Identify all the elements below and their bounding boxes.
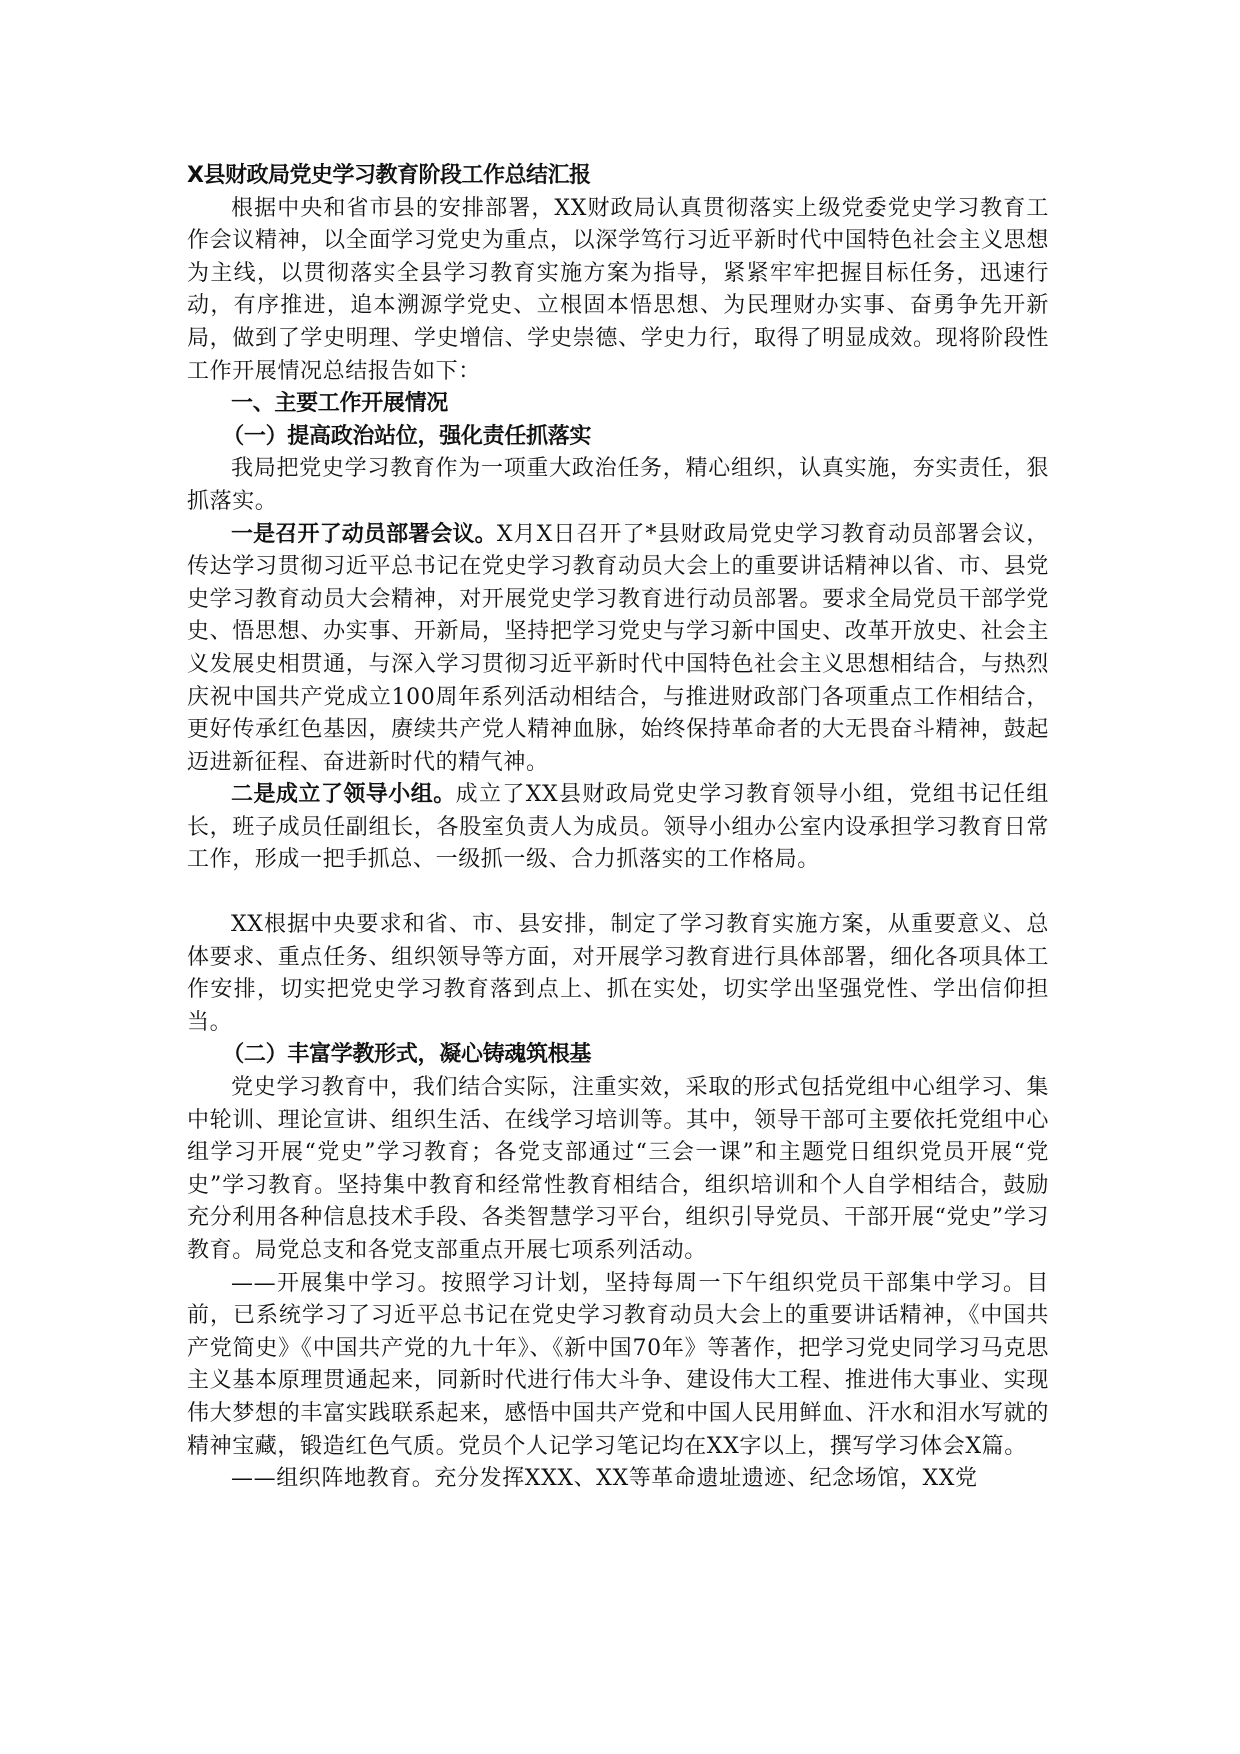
plan-paragraph: XX根据中央要求和省、市、县安排，制定了学习教育实施方案，从重要意义、总体要求、重点任务、组织领导等方面，对开展学习教育进行具体部署，细化各项具体工作安排，切实把党史学习教育落到点上、抓在实处，切实学出坚强党性、学出信仰担当。 — [187, 912, 1049, 1035]
intro-paragraph: 根据中央和省市县的安排部署，XX财政局认真贯彻落实上级党委党史学习教育工作会议精神，以全面学习党史为重点，以深学笃行习近平新时代中国特色社会主义思想为主线，以贯彻落实全县学习教育实施方案为指导，紧紧牢牢把握目标任务，迅速行动，有序推进，追本溯源学党史、立根固本悟思想、为民理财办实事、奋勇争先开新局，做到了学史明理、学史增信、学史崇德、学史力行，取得了明显成效。现将阶段性工作开展情况总结报告如下： — [187, 195, 1049, 384]
subsection-1-intro: 我局把党史学习教育作为一项重大政治任务，精心组织，认真实施，夯实责任，狠抓落实。 — [187, 456, 1049, 514]
activity-2-paragraph: ——组织阵地教育。充分发挥XXX、XX等革命遗址遗迹、纪念场馆，XX党 — [231, 1466, 978, 1492]
blank-line — [187, 877, 1049, 909]
subsection-heading-2: （二）丰富学教形式，凝心铸魂筑根基 — [222, 1042, 592, 1068]
item-1-lead: 一是召开了动员部署会议。 — [231, 521, 497, 547]
item-2-lead: 二是成立了领导小组。 — [231, 782, 456, 808]
subsection-2-intro: 党史学习教育中，我们结合实际，注重实效，采取的形式包括党组中心组学习、集中轮训、理论宣讲、组织生活、在线学习培训等。其中，领导干部可主要依托党组中心组学习开展“党史”学习教育；各党支部通过“三会一课”和主题党日组织党员开展“党史”学习教育。坚持集中教育和经常性教育相结合，组织培训和个人自学相结合，鼓励充分利用各种信息技术手段、各类智慧学习平台，组织引导党员、干部开展“党史”学习教育。局党总支和各党支部重点开展七项系列活动。 — [187, 1075, 1049, 1263]
activity-1-paragraph: ——开展集中学习。按照学习计划，坚持每周一下午组织党员干部集中学习。目前，已系统学习了习近平总书记在党史学习教育动员大会上的重要讲话精神，《中国共产党简史》《中国共产党的九十年》、《新中国70年》等著作，把学习党史同学习马克思主义基本原理贯通起来，同新时代进行伟大斗争、建设伟大工程、推进伟大事业、实现伟大梦想的丰富实践联系起来，感悟中国共产党和中国人民用鲜血、汗水和泪水写就的精神宝藏，锻造红色气质。党员个人记学习笔记均在XX字以上，撰写学习体会X篇。 — [187, 1270, 1049, 1459]
item-2-text: 成立了XX县财政局党史学习教育领导小组，党组书记任组长，班子成员任副组长，各股室负责人为成员。领导小组办公室内设承担学习教育日常工作，形成一把手抓总、一级抓一级、合力抓落实的工作格局。 — [187, 782, 1049, 873]
item-1-paragraph — [187, 519, 1049, 780]
item-1-text: X月X日召开了*县财政局党史学习教育动员部署会议，传达学习贯彻习近平总书记在党史学习教育动员大会上的重要讲话精神以省、市、县党史学习教育动员大会精神，对开展党史学习教育进行动员部署。要求全局党员干部学党史、悟思想、办实事、开新局，坚持把学习党史与学习新中国史、改革开放史、社会主义发展史相贯通，与深入学习贯彻习近平新时代中国特色社会主义思想相结合，与热烈庆祝中国共产党成立100周年系列活动相结合，与推进财政部门各项重点工作相结合，更好传承红色基因，赓续共产党人精神血脉，始终保持革命者的大无畏奋斗精神，鼓起迈进新征程、奋进新时代的精气神。 — [187, 521, 1049, 775]
document-page — [187, 160, 1049, 1496]
section-heading-1: 一、主要工作开展情况 — [231, 391, 449, 417]
item-2-paragraph — [187, 779, 1049, 877]
subsection-heading-1: （一）提高政治站位，强化责任抓落实 — [222, 423, 592, 449]
document-title: X县财政局党史学习教育阶段工作总结汇报 — [187, 163, 591, 188]
